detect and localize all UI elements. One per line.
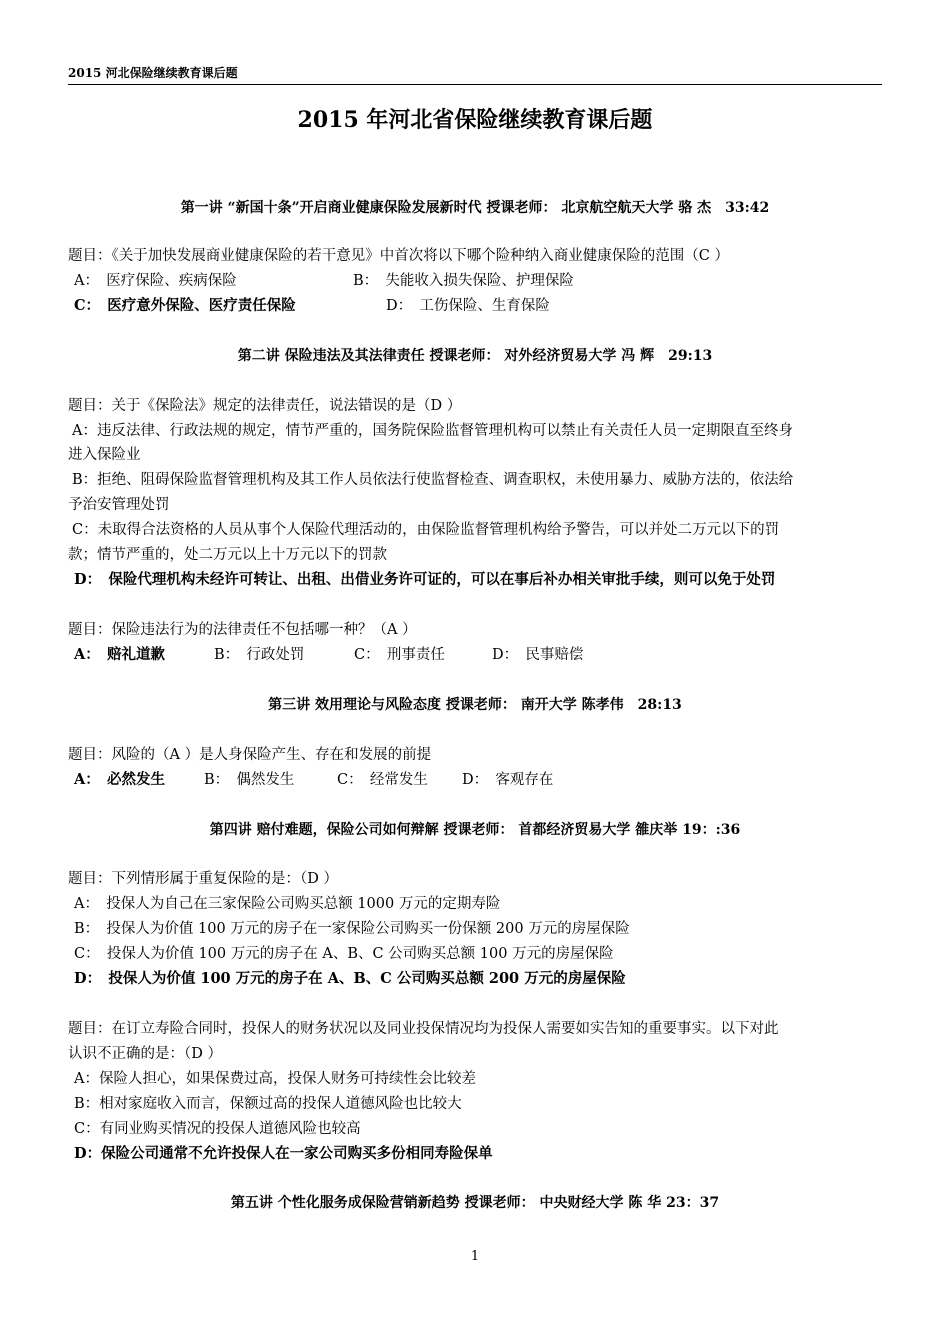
option-b: B：相对家庭收入而言，保额过高的投保人道德风险也比较大 [74, 1096, 462, 1112]
option-d-correct: D： 保险代理机构未经许可转让、出租、出借业务许可证的，可以在事后补办相关审批手续，则可以免于处罚 [74, 571, 776, 588]
option-d-correct: D： 投保人为价值 100 万元的房子在 A、B、C 公司购买总额 200 万元的房屋保险 [74, 970, 626, 987]
question-stem: 题目：保险违法行为的法律责任不包括哪一种？（A ） [68, 622, 417, 638]
question-stem: 题目：风险的（A ）是人身保险产生、存在和发展的前提 [68, 747, 432, 763]
running-header: 2015 河北保险继续教育课后题 [68, 64, 882, 85]
option-a-continued: 进入保险业 [68, 447, 141, 463]
option-b-continued: 予治安管理处罚 [68, 497, 170, 513]
lecture-heading: 第一讲 “新国十条”开启商业健康保险发展新时代 授课老师： 北京航空航天大学 骆 杰 33:42 [180, 200, 770, 216]
question-stem: 题目：在订立寿险合同时，投保人的财务状况以及同业投保情况均为投保人需要如实告知的重要事实。以下对此 [68, 1021, 779, 1037]
option-a: A：保险人担心，如果保费过高，投保人财务可持续性会比较差 [74, 1071, 476, 1087]
option-b: B： 偶然发生 [204, 772, 295, 788]
option-c: C：未取得合法资格的人员从事个人保险代理活动的，由保险监督管理机构给予警告，可以并处二万元以下的罚 [72, 522, 780, 538]
option-a: A： 医疗保险、疾病保险 [74, 273, 237, 289]
lecture-heading: 第五讲 个性化服务成保险营销新趋势 授课老师： 中央财经大学 陈 华 23：37 [230, 1195, 720, 1211]
question-stem-continued: 认识不正确的是：（D ） [68, 1046, 222, 1062]
question-stem: 题目：《关于加快发展商业健康保险的若干意见》中首次将以下哪个险种纳入商业健康保险的范围（C ） [68, 248, 729, 264]
option-c: C：有同业购买情况的投保人道德风险也较高 [74, 1121, 361, 1137]
option-b: B： 行政处罚 [214, 647, 305, 663]
option-a-correct: A： 赔礼道歉 [74, 646, 165, 663]
question-stem: 题目：关于《保险法》规定的法律责任，说法错误的是（D ） [68, 398, 462, 414]
option-d: D： 客观存在 [462, 772, 554, 788]
option-d-correct: D：保险公司通常不允许投保人在一家公司购买多份相同寿险保单 [74, 1145, 493, 1162]
option-c: C： 投保人为价值 100 万元的房子在 A、B、C 公司购买总额 100 万元的房屋保险 [74, 946, 614, 962]
option-b: B： 失能收入损失保险、护理保险 [353, 273, 574, 289]
option-b: B： 投保人为价值 100 万元的房子在一家保险公司购买一份保额 200 万元的房屋保险 [74, 921, 630, 937]
option-d: D： 民事赔偿 [492, 647, 584, 663]
option-c-continued: 款；情节严重的，处二万元以上十万元以下的罚款 [68, 547, 387, 563]
option-a: A：违反法律、行政法规的规定，情节严重的，国务院保险监督管理机构可以禁止有关责任人员一定期限直至终身 [72, 423, 793, 439]
option-c: C： 经常发生 [337, 772, 428, 788]
option-b: B：拒绝、阻碍保险监督管理机构及其工作人员依法行使监督检查、调查职权，未使用暴力、威胁方法的，依法给 [72, 472, 794, 488]
page-number: 1 [470, 1249, 480, 1264]
option-a: A： 投保人为自己在三家保险公司购买总额 1000 万元的定期寿险 [74, 896, 501, 912]
question-stem: 题目：下列情形属于重复保险的是：（D ） [68, 871, 338, 887]
option-c: C： 刑事责任 [354, 647, 445, 663]
option-a-correct: A： 必然发生 [74, 771, 165, 788]
lecture-heading: 第三讲 效用理论与风险态度 授课老师： 南开大学 陈孝伟 28:13 [268, 697, 682, 713]
option-d: D： 工伤保险、生育保险 [386, 298, 550, 314]
lecture-heading: 第二讲 保险违法及其法律责任 授课老师： 对外经济贸易大学 冯 辉 29:13 [237, 348, 713, 364]
lecture-heading: 第四讲 赔付难题，保险公司如何辩解 授课老师： 首都经济贸易大学 雒庆举 19：:36 [209, 822, 741, 838]
option-c-correct: C： 医疗意外保险、医疗责任保险 [74, 297, 296, 314]
document-title: 2015 年河北省保险继续教育课后题 [297, 107, 653, 133]
